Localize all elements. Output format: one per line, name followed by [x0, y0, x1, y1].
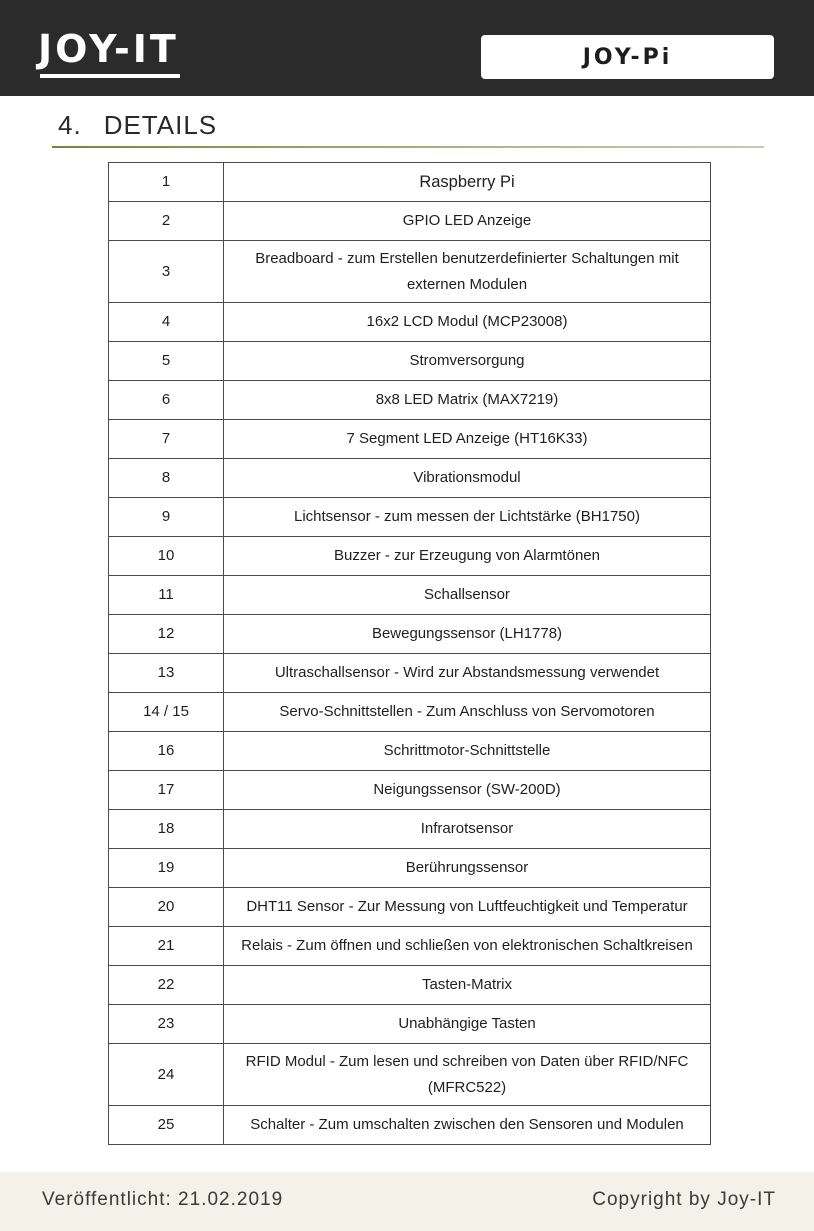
table-row	[109, 771, 711, 810]
row-number: 12	[109, 615, 224, 654]
row-number: 19	[109, 849, 224, 888]
row-description: DHT11 Sensor - Zur Messung von Luftfeuchtigkeit und Temperatur	[224, 888, 711, 927]
copyright-text: Copyright by Joy-IT	[592, 1189, 776, 1210]
row-number: 14 / 15	[109, 693, 224, 732]
row-number: 6	[109, 381, 224, 420]
row-description: Unabhängige Tasten	[224, 1005, 711, 1044]
row-number: 8	[109, 459, 224, 498]
table-row	[109, 654, 711, 693]
row-description: Schrittmotor-Schnittstelle	[224, 732, 711, 771]
row-number: 22	[109, 966, 224, 1005]
row-description: Servo-Schnittstellen - Zum Anschluss von Servomotoren	[224, 693, 711, 732]
row-description: Tasten-Matrix	[224, 966, 711, 1005]
section-heading	[58, 110, 217, 141]
row-description: Berührungssensor	[224, 849, 711, 888]
published-date: Veröffentlicht: 21.02.2019	[42, 1189, 284, 1210]
row-description: Lichtsensor - zum messen der Lichtstärke (BH1750)	[224, 498, 711, 537]
row-number: 9	[109, 498, 224, 537]
row-description: GPIO LED Anzeige	[224, 202, 711, 241]
row-description: Vibrationsmodul	[224, 459, 711, 498]
table-row	[109, 498, 711, 537]
row-number: 24	[109, 1044, 224, 1106]
row-description: 16x2 LCD Modul (MCP23008)	[224, 303, 711, 342]
table-row	[109, 202, 711, 241]
row-number: 16	[109, 732, 224, 771]
details-table	[108, 162, 711, 1145]
table-row	[109, 342, 711, 381]
table-row	[109, 1005, 711, 1044]
row-number: 1	[109, 163, 224, 202]
details-table-body	[109, 163, 711, 1145]
table-row	[109, 381, 711, 420]
product-name-box	[481, 35, 774, 79]
table-row	[109, 1044, 711, 1106]
table-row	[109, 459, 711, 498]
table-row	[109, 849, 711, 888]
row-number: 18	[109, 810, 224, 849]
row-description: 8x8 LED Matrix (MAX7219)	[224, 381, 711, 420]
row-description: Buzzer - zur Erzeugung von Alarmtönen	[224, 537, 711, 576]
row-number: 23	[109, 1005, 224, 1044]
section-number: 4.	[58, 110, 82, 140]
row-number: 21	[109, 927, 224, 966]
table-row	[109, 810, 711, 849]
heading-divider	[52, 146, 764, 148]
table-row	[109, 537, 711, 576]
row-description: RFID Modul - Zum lesen und schreiben von Daten über RFID/NFC (MFRC522)	[224, 1044, 711, 1106]
row-number: 17	[109, 771, 224, 810]
row-description: 7 Segment LED Anzeige (HT16K33)	[224, 420, 711, 459]
row-number: 13	[109, 654, 224, 693]
row-description: Stromversorgung	[224, 342, 711, 381]
table-row	[109, 420, 711, 459]
table-row	[109, 927, 711, 966]
row-number: 11	[109, 576, 224, 615]
table-row	[109, 163, 711, 202]
row-description: Schalter - Zum umschalten zwischen den Sensoren und Modulen	[224, 1106, 711, 1145]
table-row	[109, 576, 711, 615]
row-description: Bewegungssensor (LH1778)	[224, 615, 711, 654]
row-description: Infrarotsensor	[224, 810, 711, 849]
table-row	[109, 1106, 711, 1145]
table-row	[109, 303, 711, 342]
table-row	[109, 241, 711, 303]
table-row	[109, 615, 711, 654]
row-number: 10	[109, 537, 224, 576]
product-name: JOY-Pi	[582, 44, 673, 70]
table-row	[109, 732, 711, 771]
table-row	[109, 888, 711, 927]
row-number: 3	[109, 241, 224, 303]
logo-underline	[40, 74, 180, 78]
row-number: 4	[109, 303, 224, 342]
row-description: Schallsensor	[224, 576, 711, 615]
row-description: Relais - Zum öffnen und schließen von elektronischen Schaltkreisen	[224, 927, 711, 966]
row-description: Breadboard - zum Erstellen benutzerdefinierter Schaltungen mit externen Modulen	[224, 241, 711, 303]
row-number: 7	[109, 420, 224, 459]
row-description: Raspberry Pi	[224, 163, 711, 202]
table-row	[109, 966, 711, 1005]
row-number: 2	[109, 202, 224, 241]
row-number: 5	[109, 342, 224, 381]
table-row	[109, 693, 711, 732]
row-description: Ultraschallsensor - Wird zur Abstandsmessung verwendet	[224, 654, 711, 693]
row-description: Neigungssensor (SW-200D)	[224, 771, 711, 810]
row-number: 25	[109, 1106, 224, 1145]
section-title: DETAILS	[103, 110, 218, 140]
row-number: 20	[109, 888, 224, 927]
brand-logo: JOY-IT	[38, 27, 179, 71]
